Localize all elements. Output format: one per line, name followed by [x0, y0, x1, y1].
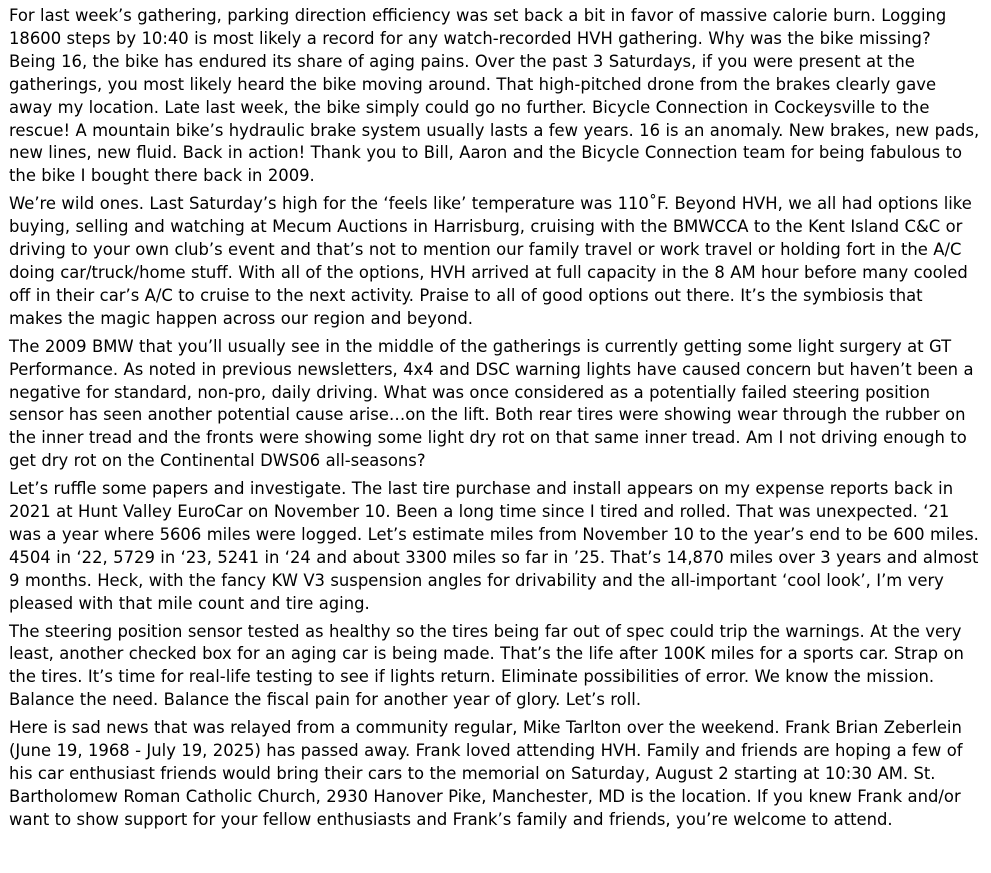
paragraph-bmw-surgery: The 2009 BMW that you’ll usually see in the middle of the gatherings is currently getting some light surgery at GT Performance. As noted in previous newsletters, 4x4 and DSC warning lights have caused concern but haven’t been a negative for standard, non-pro, daily driving. What was once considered as a potentially failed steering position sensor has seen another potential cause arise…on the lift. Both rear tires were showing wear through the rubber on the inner tread and the fronts were showing some light dry rot on that same inner tread. Am I not driving enough to get dry rot on the Continental DWS06 all-seasons? — [9, 336, 974, 471]
paragraph-bike-missing: For last week’s gathering, parking direction efficiency was set back a bit in favor of massive calorie burn. Logging 18600 steps by 10:40 is most likely a record for any watch-recorded HVH gathering. Why was the bike missing? Being 16, the bike has endured its share of aging pains. Over the past 3 Saturdays, if you were present at the gatherings, you most likely heard the bike moving around. That high-pitched drone from the brakes clearly gave away my location. Late last week, the bike simply could go no further. Bicycle Connection in Cockeysville to the rescue! A mountain bike’s hydraulic brake system usually lasts a few years. 16 is an anomaly. New brakes, new pads, new lines, new fluid. Back in action! Thank you to Bill, Aaron and the Bicycle Connection team for being fabulous to the bike I bought there back in 2009. — [9, 6, 980, 186]
paragraph-memorial-notice: Here is sad news that was relayed from a community regular, Mike Tarlton over the weekend. Frank Brian Zeberlein (June 19, 1968 - July 19, 2025) has passed away. Frank loved attending HVH. Family and friends are hoping a few of his car enthusiast friends would bring their cars to the memorial on Saturday, August 2 starting at 10:30 AM. St. Bartholomew Roman Catholic Church, 2930 Hanover Pike, Manchester, MD is the location. If you knew Frank and/or want to show support for your fellow enthusiasts and Frank’s family and friends, you’re welcome to attend. — [9, 718, 963, 829]
paragraph-wild-ones: We’re wild ones. Last Saturday’s high for the ‘feels like’ temperature was 110˚F. Beyond HVH, we all had options like buying, selling and watching at Mecum Auctions in Harrisburg, cruising with the BMWCCA to the Kent Island C&C or driving to your own club’s event and that’s not to mention our family travel or work travel or holding fort in the A/C doing car/truck/home stuff. With all of the options, HVH arrived at full capacity in the 8 AM hour before many cooled off in their car’s A/C to cruise to the next activity. Praise to all of good options out there. It’s the symbiosis that makes the magic happen across our region and beyond. — [9, 194, 972, 328]
paragraph-steering-sensor: The steering position sensor tested as healthy so the tires being far out of spec could trip the warnings. At the very least, another checked box for an aging car is being made. That’s the life after 100K miles for a sports car. Strap on the tires. It’s time for real-life testing to see if lights return. Eliminate possibilities of error. We know the mission. Balance the need. Balance the fiscal pain for another year of glory. Let’s roll. — [9, 621, 964, 710]
paragraph-tire-history: Let’s ruffle some papers and investigate. The last tire purchase and install appears on my expense reports back in 2021 at Hunt Valley EuroCar on November 10. Been a long time since I tired and rolled. That was unexpected. ‘21 was a year where 5606 miles were logged. Let’s estimate miles from November 10 to the year’s end to be 600 miles. 4504 in ‘22, 5729 in ‘23, 5241 in ‘24 and about 3300 miles so far in ’25. That’s 14,870 miles over 3 years and almost 9 months. Heck, with the fancy KW V3 suspension angles for drivability and the all-important ‘cool look’, I’m very pleased with that mile count and tire aging. — [9, 479, 979, 613]
